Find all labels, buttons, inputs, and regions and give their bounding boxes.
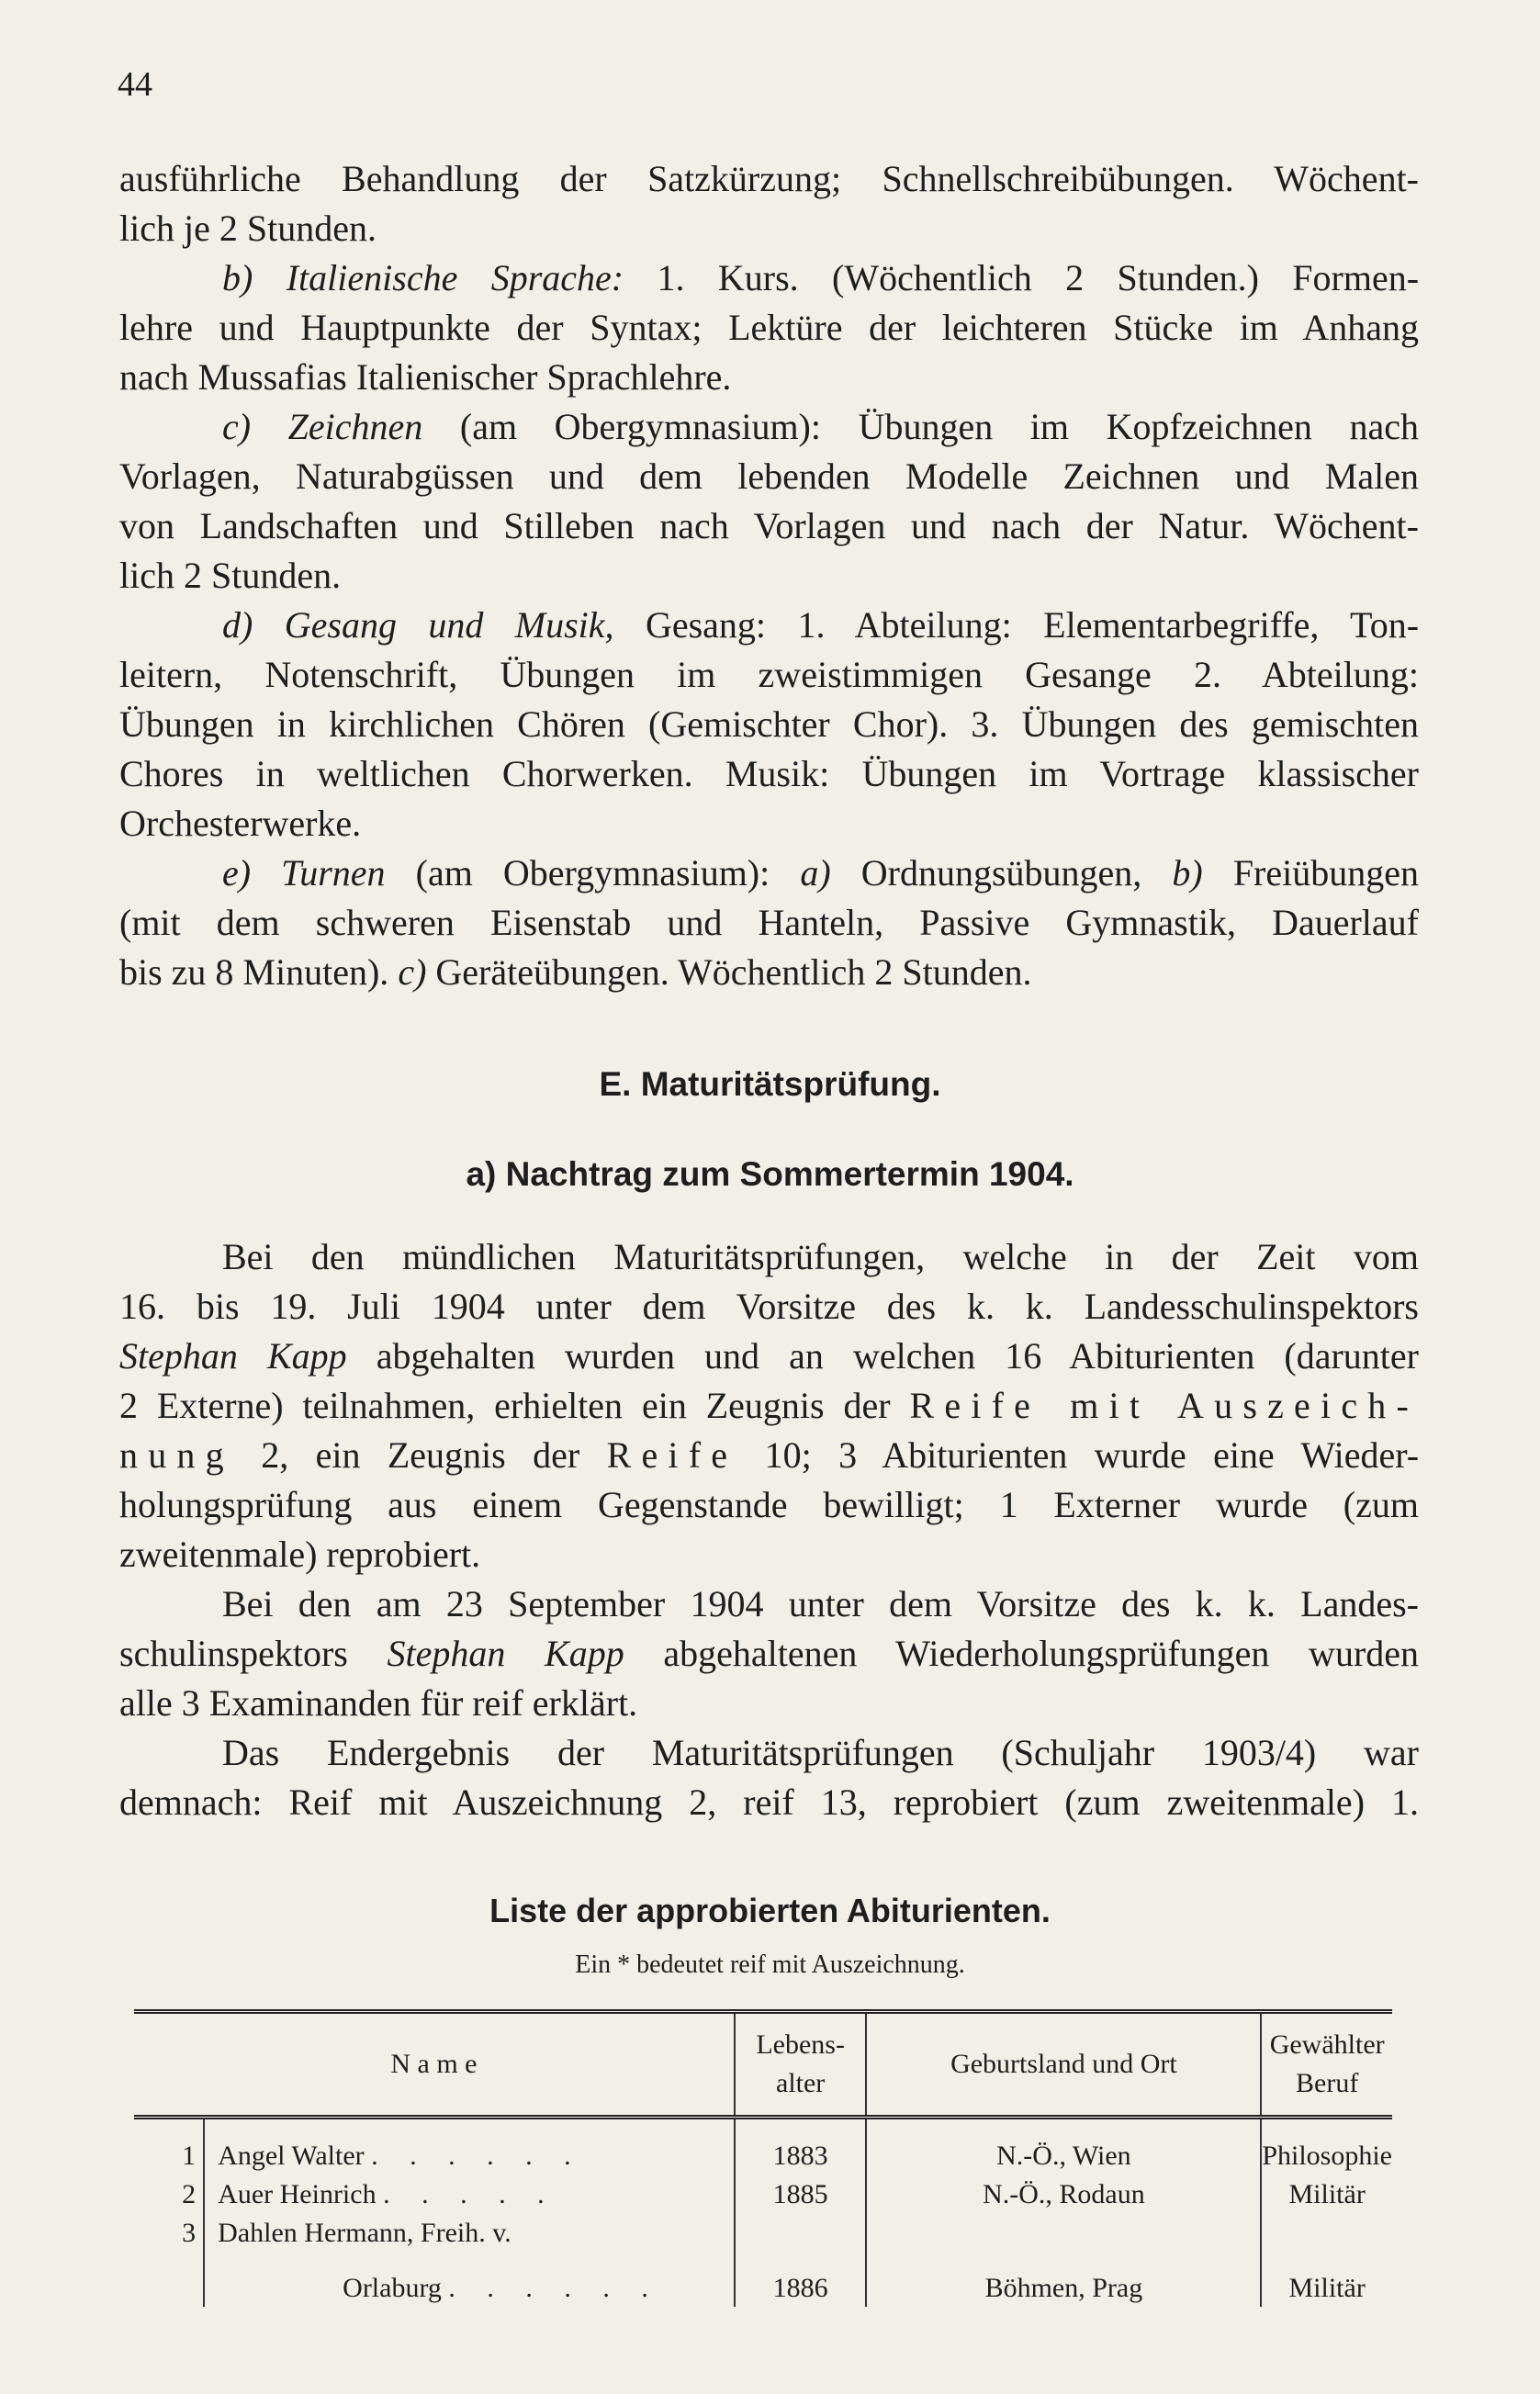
text-line: Das Endergebnis der Maturitätsprüfungen (Schuljahr 1903/4) war	[222, 1732, 1419, 1773]
text-line: lich je 2 Stunden.	[119, 208, 377, 249]
birthplace: N.-Ö., Rodaun	[866, 2175, 1261, 2213]
graduates-table	[134, 2009, 1392, 2307]
text-line: bis zu 8 Minuten). c) Geräteübungen. Wöchentlich 2 Stunden.	[119, 951, 1032, 993]
text-line: lich 2 Stunden.	[119, 555, 342, 596]
gymnastics-paragraph-line: e) Turnen (am Obergymnasium): a) Ordnungsübungen, b) Freiübungen	[222, 852, 1419, 894]
row-number: 1	[134, 2118, 204, 2175]
text-line: 2 Externe) teilnahmen, erhielten ein Zeugnis der Reife mit Auszeich-	[119, 1385, 1419, 1426]
text-line: Orchesterwerke.	[119, 803, 362, 844]
text-line: nach Mussafias Italienischer Sprachlehre.	[119, 356, 732, 398]
list-note: Ein * bedeutet reif mit Auszeichnung.	[575, 1950, 965, 1979]
header-age: Lebens- alter	[735, 2012, 867, 2118]
student-name: Orlaburg . . . . . .	[343, 2273, 661, 2303]
subsection-heading: a) Nachtrag zum Sommertermin 1904.	[466, 1155, 1074, 1193]
header-career: Gewählter Beruf	[1261, 2012, 1392, 2118]
text-line: ausführliche Behandlung der Satzkürzung; Schnellschreibübungen. Wöchent-	[119, 158, 1419, 199]
text-line: lehre und Hauptpunkte der Syntax; Lektüre der leichteren Stücke im Anhang	[119, 307, 1419, 348]
text-line: leitern, Notenschrift, Übungen im zweistimmigen Gesange 2. Abteilung:	[119, 654, 1419, 695]
birthplace	[866, 2213, 1261, 2252]
student-name: Angel Walter . . . . . .	[218, 2141, 584, 2171]
text-line: schulinspektors Stephan Kapp abgehaltenen Wiederholungsprüfungen wurden	[119, 1633, 1420, 1674]
music-paragraph-line: d) Gesang und Musik, Gesang: 1. Abteilung: Elementarbegriffe, Ton-	[222, 604, 1420, 646]
birth-year: 1883	[735, 2118, 867, 2175]
maturity-section	[119, 1232, 1419, 1827]
curriculum-section	[119, 154, 1419, 997]
drawing-paragraph-line: c) Zeichnen (am Obergymnasium): Übungen im Kopfzeichnen nach	[222, 406, 1420, 447]
text-line: holungsprüfung aus einem Gegenstande bewilligt; 1 Externer wurde (zum	[119, 1484, 1419, 1525]
student-name: Auer Heinrich . . . . .	[218, 2179, 557, 2209]
table-row	[134, 2252, 1392, 2307]
text-line: Übungen in kirchlichen Chören (Gemischter Chor). 3. Übungen des gemischten	[119, 703, 1419, 745]
text-line: (mit dem schweren Eisenstab und Hanteln, Passive Gymnastik, Dauerlauf	[119, 902, 1419, 943]
list-heading: Liste der approbierten Abiturienten.	[489, 1892, 1051, 1929]
career: Militär	[1261, 2252, 1392, 2307]
text-line: Bei den mündlichen Maturitätsprüfungen, welche in der Zeit vom	[222, 1236, 1419, 1277]
text-line: Chores in weltlichen Chorwerken. Musik: Übungen im Vortrage klassischer	[119, 753, 1419, 794]
text-line: von Landschaften und Stilleben nach Vorlagen und nach der Natur. Wöchent-	[119, 505, 1419, 546]
text-line: Vorlagen, Naturabgüssen und dem lebenden Modelle Zeichnen und Malen	[119, 455, 1419, 497]
row-number	[134, 2252, 204, 2307]
birthplace: N.-Ö., Wien	[866, 2118, 1261, 2175]
text-line: Bei den am 23 September 1904 unter dem Vorsitze des k. k. Landes-	[222, 1583, 1419, 1624]
text-line: zweitenmale) reprobiert.	[119, 1534, 481, 1575]
section-heading: E. Maturitätsprüfung.	[599, 1065, 941, 1103]
birth-year	[735, 2213, 867, 2252]
row-number: 3	[134, 2213, 204, 2252]
text-line: Stephan Kapp abgehalten wurden und an welchen 16 Abiturienten (darunter	[119, 1335, 1419, 1377]
header-name: N a m e	[134, 2012, 735, 2118]
table-row	[134, 2118, 1392, 2175]
table-header-row	[134, 2012, 1392, 2118]
career	[1261, 2213, 1392, 2252]
career: Philosophie	[1261, 2118, 1392, 2175]
birthplace: Böhmen, Prag	[866, 2252, 1261, 2307]
italian-paragraph-line: b) Italienische Sprache: 1. Kurs. (Wöchentlich 2 Stunden.) Formen-	[222, 257, 1420, 298]
table-row	[134, 2175, 1392, 2213]
table-row	[134, 2213, 1392, 2252]
birth-year: 1886	[735, 2252, 867, 2307]
text-line: demnach: Reif mit Auszeichnung 2, reif 13, reprobiert (zum zweitenmale) 1.	[119, 1781, 1419, 1823]
text-line: nung 2, ein Zeugnis der Reife 10; 3 Abiturienten wurde eine Wieder-	[119, 1434, 1420, 1476]
row-number: 2	[134, 2175, 204, 2213]
student-name: Dahlen Hermann, Freih. v.	[218, 2218, 511, 2248]
birth-year: 1885	[735, 2175, 867, 2213]
text-line: alle 3 Examinanden für reif erklärt.	[119, 1682, 638, 1724]
header-birthplace: Geburtsland und Ort	[866, 2012, 1261, 2118]
career: Militär	[1261, 2175, 1392, 2213]
page-number: 44	[118, 65, 152, 104]
text-line: 16. bis 19. Juli 1904 unter dem Vorsitze des k. k. Landesschulinspektors	[119, 1286, 1419, 1327]
